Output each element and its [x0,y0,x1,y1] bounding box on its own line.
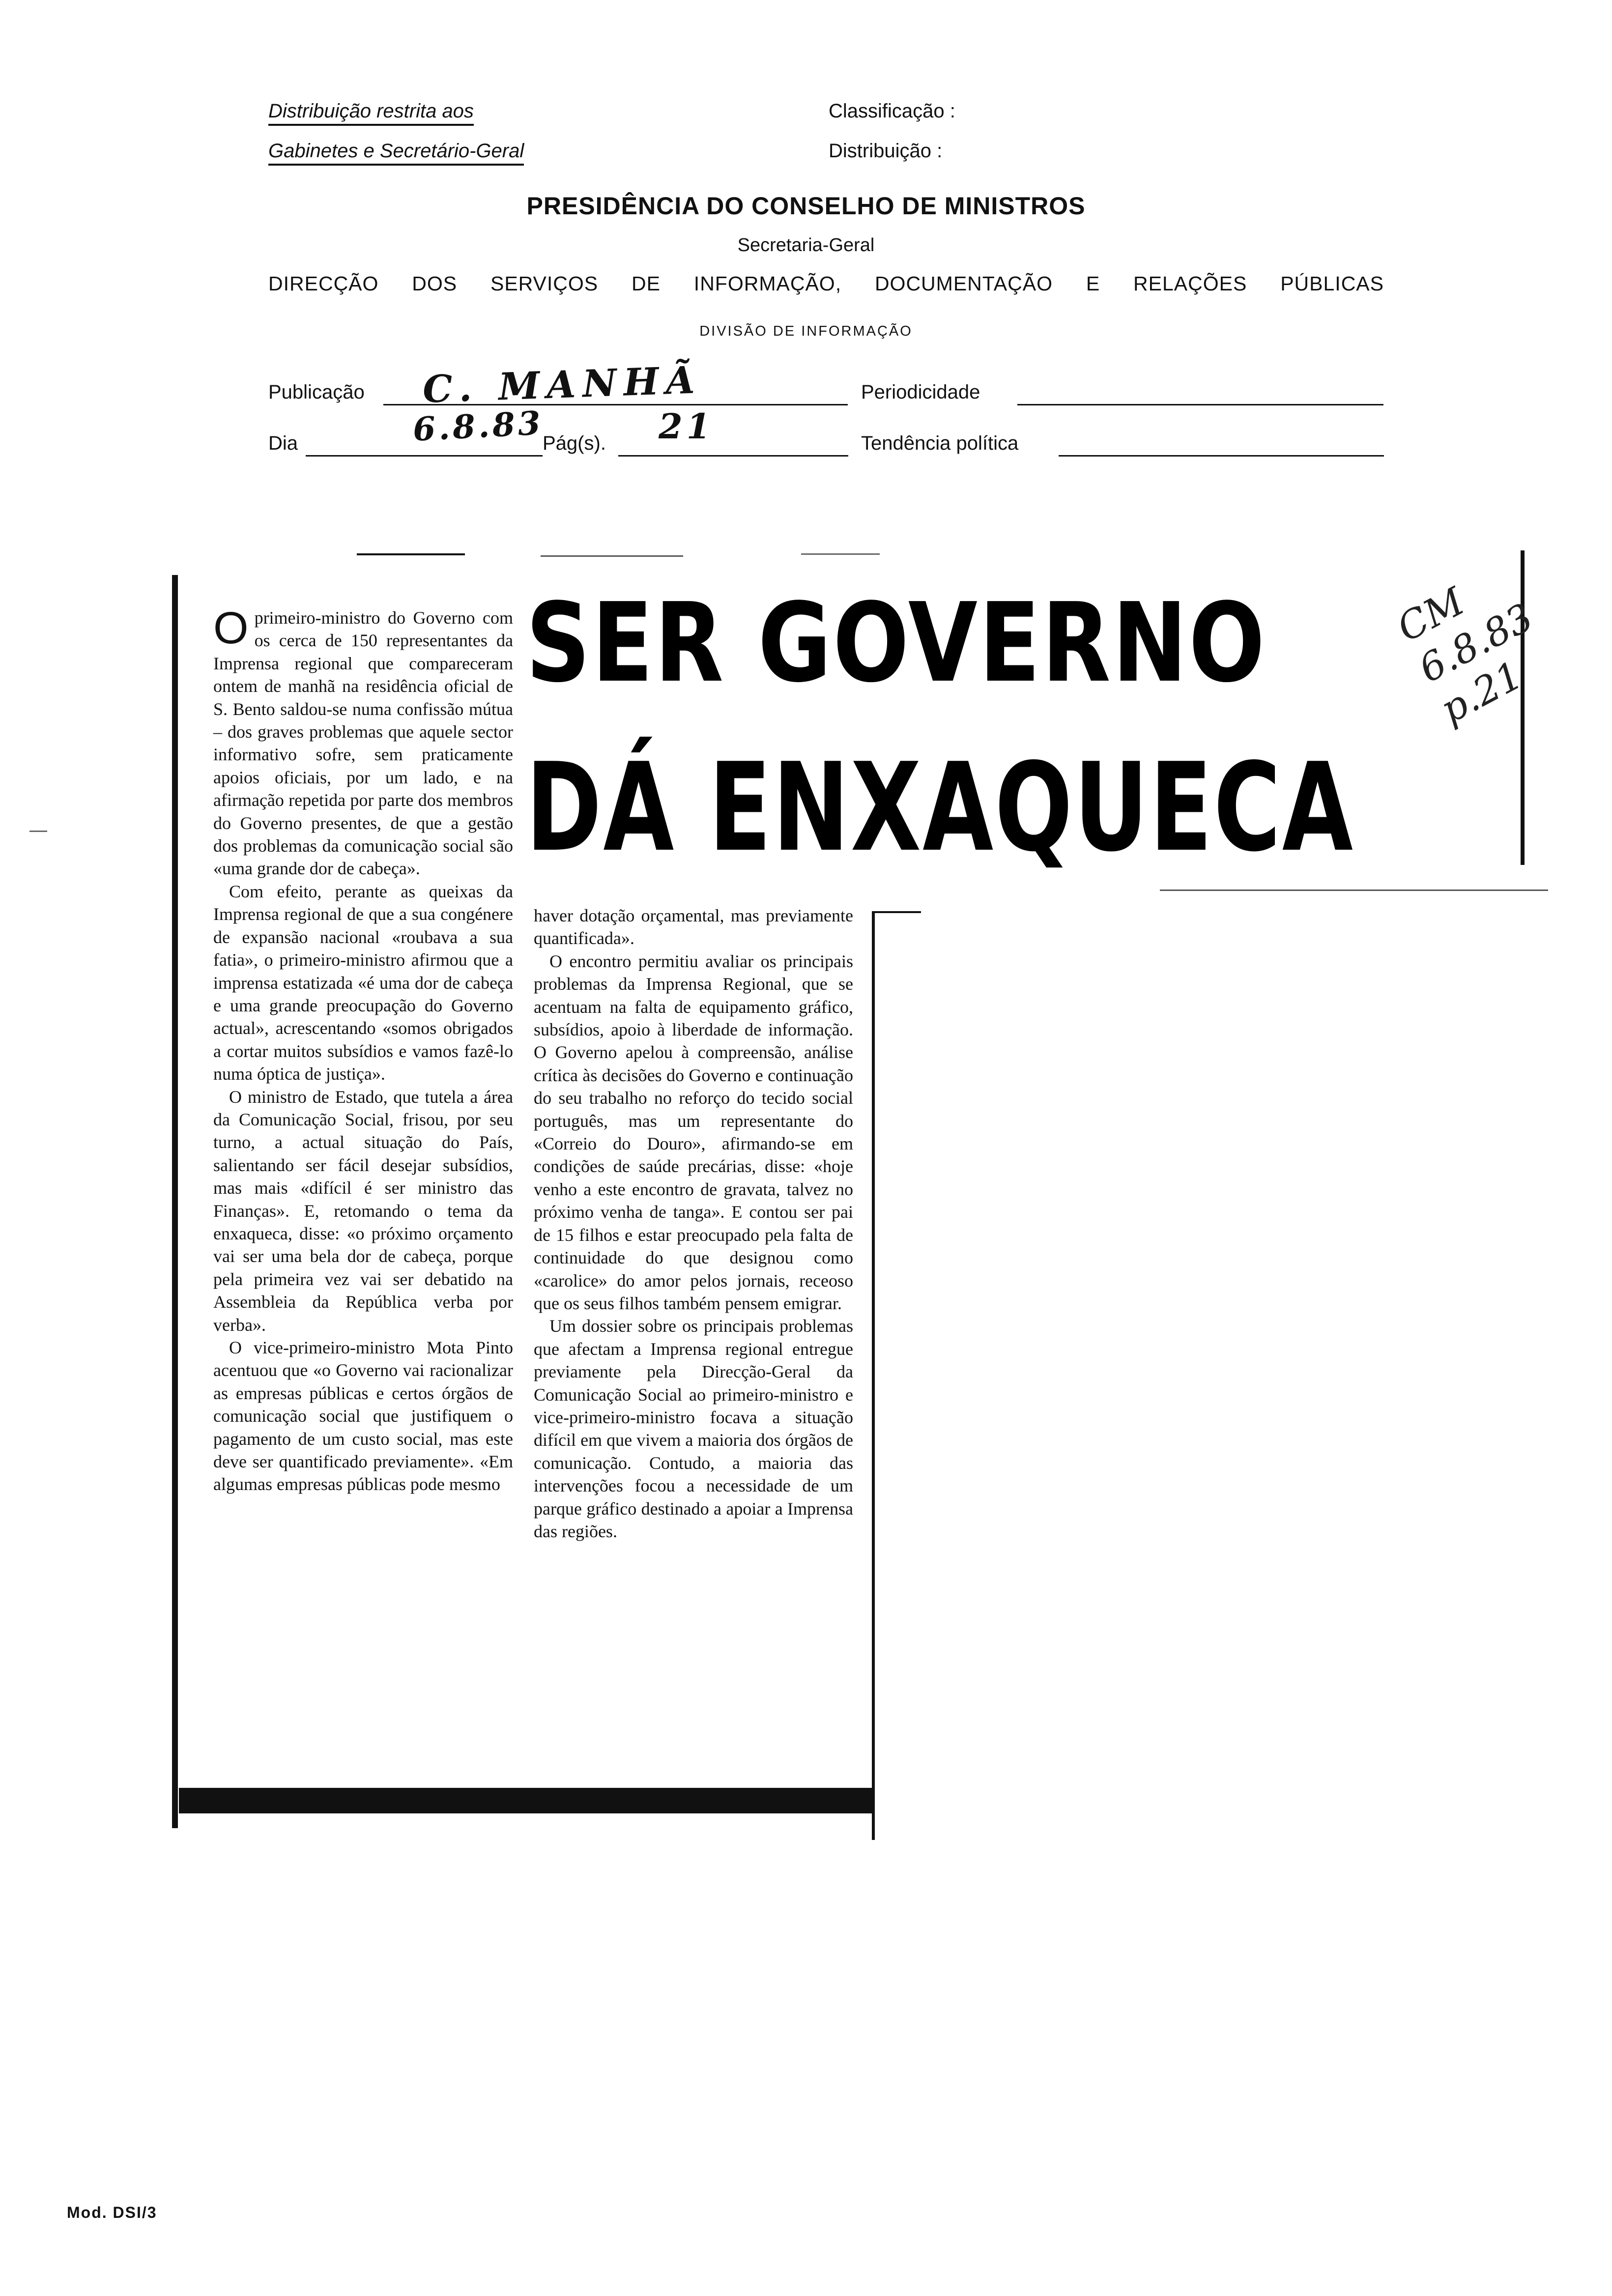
headline-line1: SER GOVERNO [526,580,1267,707]
periodicity-label: Periodicidade [861,381,980,403]
clipping-top-rule-left [357,553,465,555]
clipping-top-rule-dotted [541,555,683,557]
col1-paragraph-3: O ministro de Estado, que tutela a área da Comunicação Social, frisou, por seu turno, a actual situação do País, salientando ser fácil desejar subsídios, mas mais «difícil é ser ministro das Finanças». E, retomando o tema da enxaqueca, disse: «o próximo orçamento vai ser uma bela dor de cabeça, porque pela primeira vez vai ser debatido na Assembleia da República verba por verba». [213,1087,513,1335]
institution-title: PRESIDÊNCIA DO CONSELHO DE MINISTROS [526,192,1086,220]
directorate-title: DIRECÇÃO DOS SERVIÇOS DE INFORMAÇÃO, DOCUMENTAÇÃO E RELAÇÕES PÚBLICAS [268,272,1384,295]
form-model-code: Mod. DSI/3 [67,2204,157,2221]
periodicity-line [1017,404,1383,405]
pages-label: Pág(s). [543,432,606,454]
col2-paragraph-1: haver dotação orçamental, mas previamente quantificada». [534,906,853,948]
column-right-rule-top [872,911,921,913]
pages-handwritten: 21 [659,406,715,447]
pages-line [618,455,848,457]
day-label: Dia [268,432,298,454]
clipping-left-border [172,575,178,1828]
clipping-bottom-bar [179,1788,874,1813]
dropcap: O [213,603,249,653]
distribution-restriction-line1: Distribuição restrita aos [268,100,474,122]
col1-paragraph-4: O vice-primeiro-ministro Mota Pinto acentuou que «o Governo vai racionalizar as empresas públicas e certos órgãos de comunicação social que justifiquem o pagamento de um custo social, mas este deve ser quantificado previamente». «Em algumas empresas públicas pode mesmo [213,1338,513,1494]
col2-paragraph-2: O encontro permitiu avaliar os principais problemas da Imprensa Regional, que se acentuam na falta de equipamento gráfico, subsídios, apoio à liberdade de informação. O Governo apelou à compreensão, análise crítica às decisões do Governo e continuação do seu trabalho no reforço do tecido social português, mas um representante do «Correio do Douro», afirmando-se em condições de saúde precárias, disse: «hoje venho a este encontro de gravata, talvez no próximo venha de tanga». E contou ser pai de 15 filhos e estar preocupado pela falta de continuidade do que designou como «carolice» do amor pelos jornais, receoso que os seus filhos também pensem emigrar. [534,951,853,1313]
day-line [306,455,543,457]
col1-paragraph-1: primeiro-ministro do Governo com os cerca de 150 representantes da Imprensa regional que compareceram ontem de manhã na residência oficial de S. Bento saldou-se numa confissão mútua – dos graves problemas que aquele sector informativo sofre, sem praticamente apoios oficiais, por um lado, e na afirmação repetida por parte dos membros do Governo presentes, de que a gestão dos problemas da comunicação social são «uma grande dor de cabeça». [213,608,513,879]
article-column-1 [213,603,513,1496]
distribution-restriction-line2: Gabinetes e Secretário-Geral [268,140,524,162]
column-right-rule [872,911,875,1840]
day-handwritten: 6.8.83 [412,403,545,449]
headline-line2: DÁ ENXAQUECA [526,737,1354,879]
publication-label: Publicação [268,381,365,403]
article-column-2 [534,904,853,1543]
tendency-line [1059,455,1384,457]
secretariat-title: Secretaria-Geral [737,235,875,256]
col2-paragraph-3: Um dossier sobre os principais problemas que afectam a Imprensa regional entregue previamente pela Direcção-Geral da Comunicação Social ao primeiro-ministro e vice-primeiro-ministro focava a situação difícil em que vivem a maioria dos órgãos de comunicação. Contudo, a maioria das intervenções focou a necessidade de um parque gráfico destinado a apoiar a Imprensa das regiões. [534,1316,853,1541]
headline-bottom-rule [1160,890,1548,891]
distribution-label: Distribuição : [829,140,943,162]
margin-tick [29,831,47,832]
division-title: DIVISÃO DE INFORMAÇÃO [699,323,913,339]
col1-paragraph-2: Com efeito, perante as queixas da Imprensa regional de que a sua congénere de expansão nacional «roubava a sua fatia», o primeiro-ministro afirmou que a imprensa estatizada «é uma dor de cabeça e uma grande preocupação do Governo actual», acrescentando «somos obrigados a cortar muitos subsídios e vamos fazê-lo numa óptica de justiça». [213,881,513,1084]
classification-label: Classificação : [829,100,955,122]
clipping-top-rule-right [801,553,880,555]
clipping-right-border [1521,550,1525,865]
handwritten-annotation: CM 6.8.83 p.21 [1390,579,1541,733]
publication-handwritten: C. MANHÃ [422,358,702,411]
tendency-label: Tendência política [861,432,1019,454]
